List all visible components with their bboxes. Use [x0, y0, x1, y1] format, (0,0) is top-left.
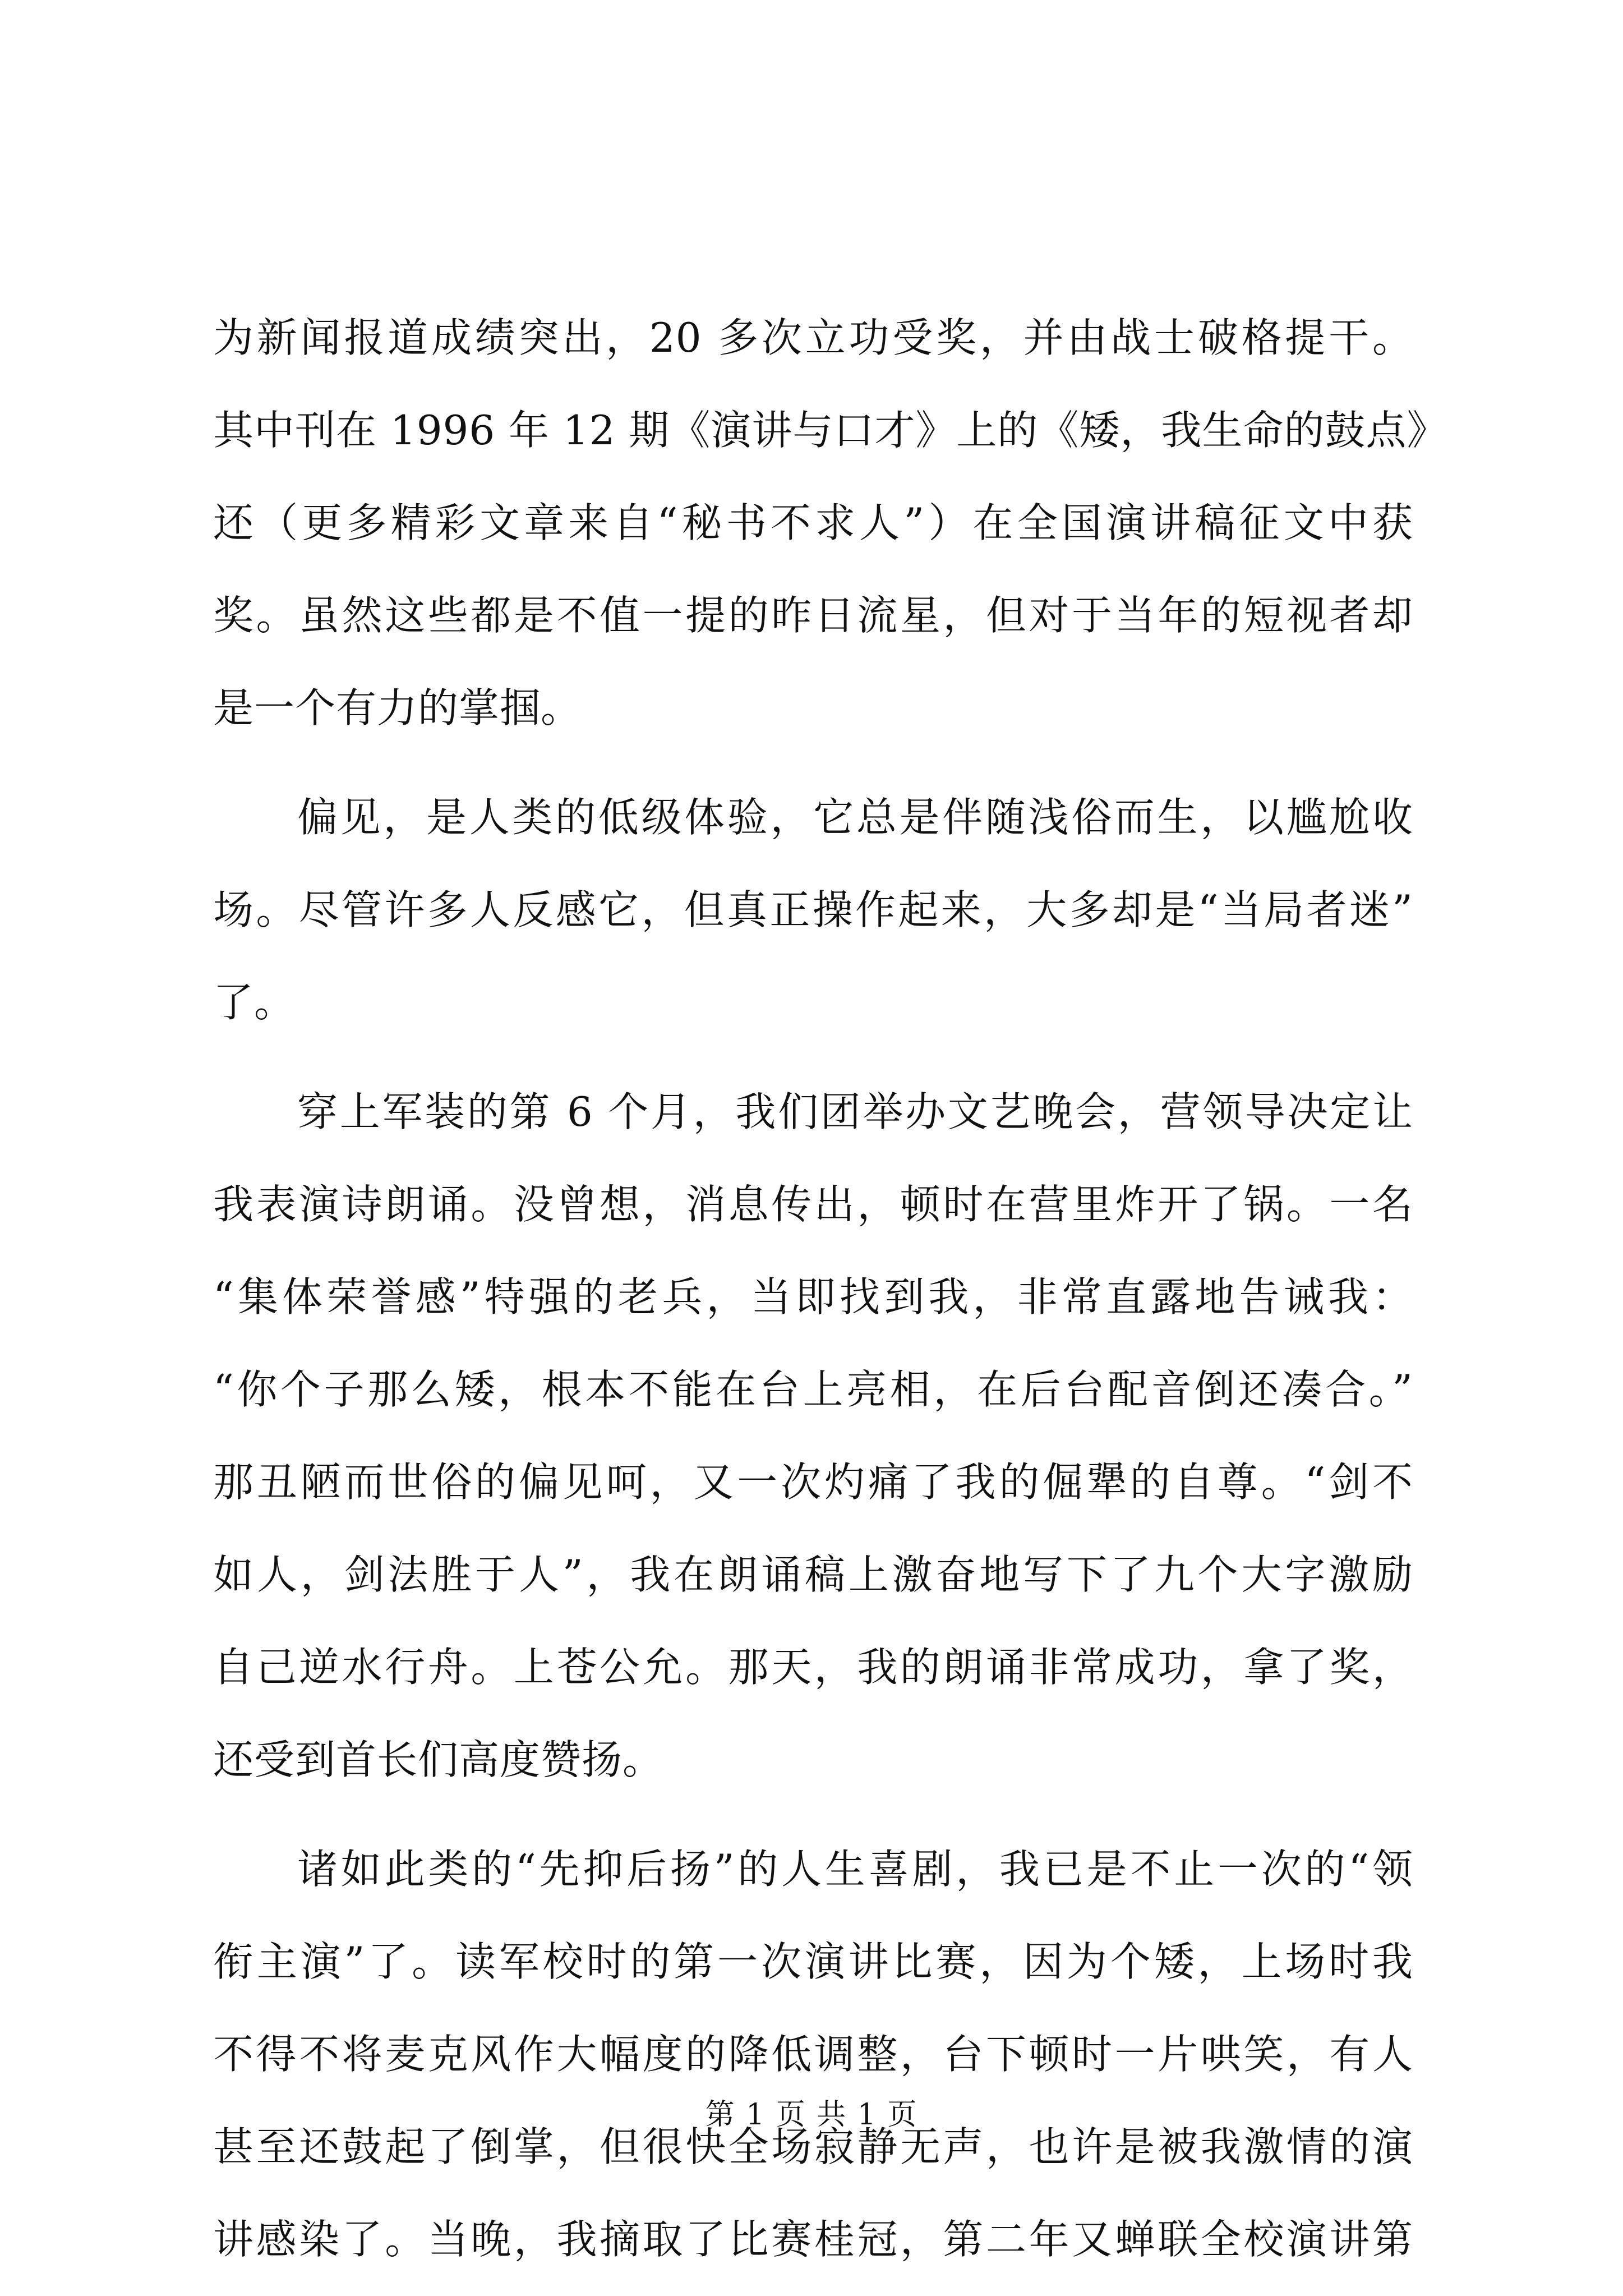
text-line: 场。尽管许多人反感它，但真正操作起来，大多却是“当局者迷”	[213, 886, 1413, 933]
paragraph-2	[213, 771, 1413, 1049]
text-line: 甚至还鼓起了倒掌，但很快全场寂静无声，也许是被我激情的演	[213, 2123, 1413, 2170]
paragraph-3	[213, 1066, 1413, 1806]
text-line: 自己逆水行舟。上苍公允。那天，我的朗诵非常成功，拿了奖，	[213, 1644, 1413, 1691]
paragraph-4	[213, 1823, 1413, 2286]
text-line: 还受到首长们高度赞扬。	[213, 1736, 664, 1783]
text-line: 还（更多精彩文章来自“秘书不求人”）在全国演讲稿征文中获	[213, 499, 1413, 546]
document-body	[213, 292, 1448, 2286]
text-line: 诸如此类的“先抑后扬”的人生喜剧，我已是不止一次的“领	[297, 1846, 1413, 1893]
paragraph-1	[213, 292, 1448, 754]
text-line: 是一个有力的掌掴。	[213, 684, 582, 731]
text-line: 其中刊在 1996 年 12 期《演讲与口才》上的《矮，我生命的鼓点》	[213, 407, 1448, 454]
text-line: 如人，剑法胜于人”，我在朗诵稿上激奋地写下了九个大字激励	[213, 1551, 1413, 1598]
text-line: 偏见，是人类的低级体验，它总是伴随浅俗而生，以尴尬收	[297, 794, 1413, 841]
text-line: “你个子那么矮，根本不能在台上亮相，在后台配音倒还凑合。”	[213, 1366, 1413, 1413]
text-line: 了。	[213, 979, 296, 1026]
text-line: “集体荣誉感”特强的老兵，当即找到我，非常直露地告诫我：	[213, 1273, 1413, 1320]
paragraph-gap	[213, 754, 1413, 771]
text-line: 那丑陋而世俗的偏见呵，又一次灼痛了我的倔犟的自尊。“剑不	[213, 1458, 1413, 1506]
text-line: 我表演诗朗诵。没曾想，消息传出，顿时在营里炸开了锅。一名	[213, 1181, 1413, 1228]
page-footer	[0, 2098, 1623, 2132]
paragraph-gap	[213, 1806, 1413, 1823]
text-line: 奖。虽然这些都是不值一提的昨日流星，但对于当年的短视者却	[213, 592, 1413, 639]
text-line: 穿上军装的第 6 个月，我们团举办文艺晚会，营领导决定让	[297, 1088, 1413, 1135]
text-line: 为新闻报道成绩突出，20 多次立功受奖，并由战士破格提干。	[213, 314, 1413, 361]
page-number-label: 第 1 页 共 1 页	[705, 2098, 918, 2132]
text-line: 讲感染了。当晚，我摘取了比赛桂冠，第二年又蝉联全校演讲第	[213, 2216, 1413, 2263]
text-line: 衔主演”了。读军校时的第一次演讲比赛，因为个矮，上场时我	[213, 1938, 1413, 1985]
paragraph-gap	[213, 1049, 1413, 1066]
text-line: 不得不将麦克风作大幅度的降低调整，台下顿时一片哄笑，有人	[213, 2031, 1413, 2078]
